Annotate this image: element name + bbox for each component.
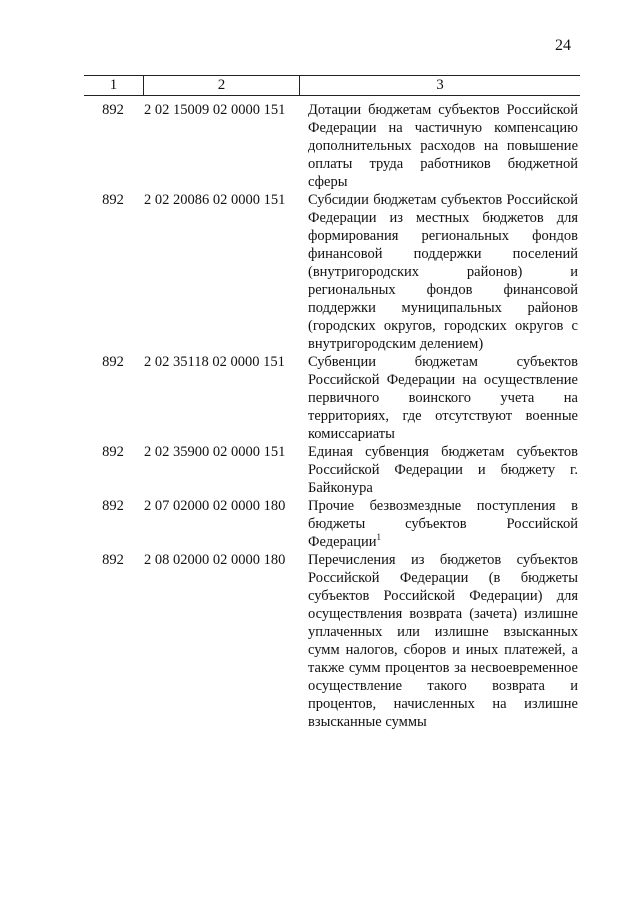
table-body: [84, 96, 580, 731]
budget-classification-code: 2 02 15009 02 0000 151: [144, 102, 286, 118]
revenue-description: Единая субвенция бюджетам субъектов Российской Федерации и бюджету г. Байконура: [308, 444, 578, 496]
budget-classification-code: 2 08 02000 02 0000 180: [144, 552, 286, 568]
revenue-description: Субсидии бюджетам субъектов Российской Федерации из местных бюджетов для формирования региональных фондов финансовой поддержки поселений (внутригородских районов) и региональных фондов финансовой поддержки муниципальных районов (городских округов, городских округов с внутригородским делением): [308, 192, 578, 352]
column-header-1: 1: [84, 76, 144, 95]
table-row: [84, 551, 580, 731]
page-number: 24: [555, 37, 571, 54]
admin-code: 892: [102, 192, 124, 208]
table-row: [84, 497, 580, 551]
budget-classification-code: 2 02 20086 02 0000 151: [144, 192, 286, 208]
budget-classification-code: 2 02 35900 02 0000 151: [144, 444, 286, 460]
revenue-description-text: Прочие безвозмездные поступления в бюджеты субъектов Российской Федерации: [308, 498, 578, 550]
revenue-description: Дотации бюджетам субъектов Российской Федерации на частичную компенсацию дополнительных расходов на повышение оплаты труда работников бюджетной сферы: [308, 102, 578, 190]
table-header: [84, 75, 580, 96]
table-row: [84, 443, 580, 497]
budget-classification-code: 2 07 02000 02 0000 180: [144, 498, 286, 514]
footnote-marker: 1: [376, 532, 381, 543]
admin-code: 892: [102, 552, 124, 568]
budget-codes-table: [84, 75, 580, 731]
admin-code: 892: [102, 102, 124, 118]
admin-code: 892: [102, 354, 124, 370]
admin-code: 892: [102, 444, 124, 460]
table-row: [84, 191, 580, 353]
revenue-description: Субвенции бюджетам субъектов Российской Федерации на осуществление первичного воинского учета на территориях, где отсутствуют военные комиссариаты: [308, 354, 578, 442]
budget-classification-code: 2 02 35118 02 0000 151: [144, 354, 285, 370]
table-row: [84, 353, 580, 443]
revenue-description: [308, 497, 580, 551]
revenue-description: Перечисления из бюджетов субъектов Российской Федерации (в бюджеты субъектов Российской Федерации) для осуществления возврата (зачета) излишне уплаченных или излишне взысканных сумм налогов, сборов и иных платежей, а также сумм процентов за несвоевременное осуществление такого возврата и процентов, начисленных на излишне взысканные суммы: [308, 552, 578, 730]
column-header-2: 2: [144, 76, 300, 95]
table-row: [84, 101, 580, 191]
admin-code: 892: [102, 498, 124, 514]
column-header-3: 3: [436, 77, 444, 93]
